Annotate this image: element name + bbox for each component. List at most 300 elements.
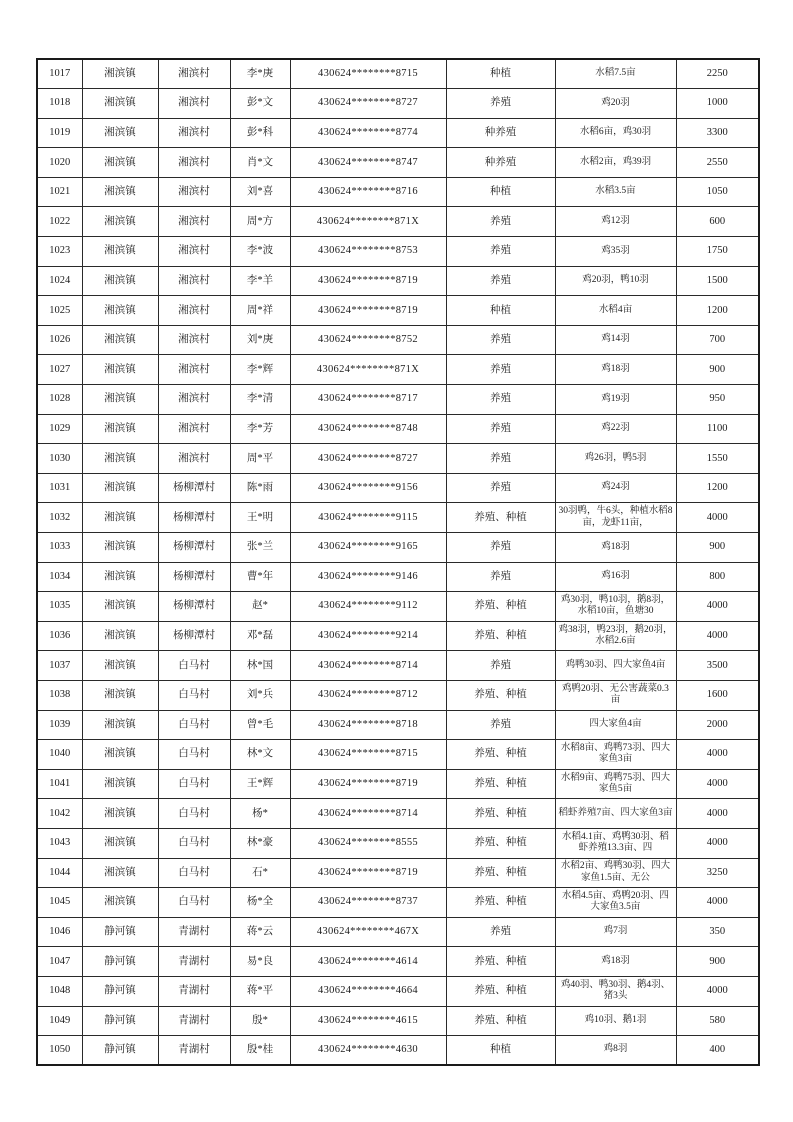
cell-name: 肖*文 (230, 148, 290, 178)
cell-type: 养殖、种植 (446, 740, 555, 770)
table-row (37, 118, 759, 148)
cell-seq: 1028 (37, 385, 82, 415)
cell-details: 鸡38羽，鸭23羽，鹅20羽，水稻2.6亩 (555, 621, 676, 651)
cell-type: 养殖、种植 (446, 621, 555, 651)
table-row (37, 828, 759, 858)
table-row (37, 917, 759, 947)
cell-seq: 1043 (37, 828, 82, 858)
cell-seq: 1042 (37, 799, 82, 829)
cell-id_number: 430624********8737 (290, 888, 446, 918)
cell-id_number: 430624********9115 (290, 503, 446, 533)
cell-village: 杨柳潭村 (158, 473, 230, 503)
cell-town: 湘滨镇 (82, 59, 158, 89)
cell-seq: 1032 (37, 503, 82, 533)
cell-id_number: 430624********8719 (290, 266, 446, 296)
table-row (37, 414, 759, 444)
cell-seq: 1027 (37, 355, 82, 385)
cell-amount: 900 (676, 355, 759, 385)
table-row (37, 680, 759, 710)
table-row (37, 237, 759, 267)
cell-town: 湘滨镇 (82, 118, 158, 148)
cell-name: 蒋*平 (230, 976, 290, 1006)
cell-id_number: 430624********9146 (290, 562, 446, 592)
cell-seq: 1040 (37, 740, 82, 770)
cell-village: 白马村 (158, 710, 230, 740)
table-row (37, 503, 759, 533)
cell-id_number: 430624********8719 (290, 769, 446, 799)
cell-town: 静河镇 (82, 917, 158, 947)
cell-seq: 1024 (37, 266, 82, 296)
cell-type: 种养殖 (446, 148, 555, 178)
cell-details: 鸡14羽 (555, 325, 676, 355)
cell-town: 湘滨镇 (82, 89, 158, 119)
cell-amount: 2250 (676, 59, 759, 89)
cell-type: 种植 (446, 59, 555, 89)
cell-amount: 350 (676, 917, 759, 947)
cell-amount: 1100 (676, 414, 759, 444)
cell-type: 养殖、种植 (446, 947, 555, 977)
cell-village: 杨柳潭村 (158, 621, 230, 651)
cell-seq: 1044 (37, 858, 82, 888)
cell-amount: 950 (676, 385, 759, 415)
cell-id_number: 430624********9112 (290, 592, 446, 622)
cell-type: 养殖、种植 (446, 888, 555, 918)
cell-details: 稻虾养殖7亩、四大家鱼3亩 (555, 799, 676, 829)
cell-name: 赵* (230, 592, 290, 622)
table-row (37, 976, 759, 1006)
cell-village: 杨柳潭村 (158, 503, 230, 533)
cell-type: 养殖 (446, 651, 555, 681)
cell-village: 青湖村 (158, 976, 230, 1006)
cell-details: 鸡鸭30羽、四大家鱼4亩 (555, 651, 676, 681)
cell-type: 养殖 (446, 266, 555, 296)
cell-seq: 1030 (37, 444, 82, 474)
cell-id_number: 430624********8714 (290, 651, 446, 681)
cell-village: 杨柳潭村 (158, 592, 230, 622)
cell-name: 李*庚 (230, 59, 290, 89)
cell-details: 水稻2亩、鸡鸭30羽、四大家鱼1.5亩、无公 (555, 858, 676, 888)
cell-seq: 1018 (37, 89, 82, 119)
cell-seq: 1017 (37, 59, 82, 89)
cell-type: 种植 (446, 177, 555, 207)
cell-town: 湘滨镇 (82, 621, 158, 651)
cell-type: 养殖、种植 (446, 976, 555, 1006)
cell-town: 湘滨镇 (82, 266, 158, 296)
cell-details: 鸡19羽 (555, 385, 676, 415)
cell-village: 湘滨村 (158, 237, 230, 267)
cell-amount: 2550 (676, 148, 759, 178)
table-row (37, 207, 759, 237)
cell-type: 养殖、种植 (446, 503, 555, 533)
cell-village: 青湖村 (158, 1036, 230, 1066)
table-row (37, 385, 759, 415)
table-row (37, 533, 759, 563)
cell-details: 四大家鱼4亩 (555, 710, 676, 740)
cell-amount: 4000 (676, 592, 759, 622)
cell-type: 养殖、种植 (446, 769, 555, 799)
cell-type: 种植 (446, 1036, 555, 1066)
cell-details: 鸡22羽 (555, 414, 676, 444)
cell-town: 湘滨镇 (82, 207, 158, 237)
cell-name: 李*清 (230, 385, 290, 415)
cell-seq: 1025 (37, 296, 82, 326)
cell-amount: 2000 (676, 710, 759, 740)
cell-name: 杨*全 (230, 888, 290, 918)
cell-details: 鸡8羽 (555, 1036, 676, 1066)
cell-name: 王*辉 (230, 769, 290, 799)
cell-details: 水稻9亩、鸡鸭75羽、四大家鱼5亩 (555, 769, 676, 799)
cell-details: 30羽鸭，牛6头，种植水稻8亩，龙虾11亩， (555, 503, 676, 533)
cell-amount: 700 (676, 325, 759, 355)
cell-name: 彭*文 (230, 89, 290, 119)
cell-id_number: 430624********871X (290, 355, 446, 385)
cell-seq: 1022 (37, 207, 82, 237)
cell-id_number: 430624********8752 (290, 325, 446, 355)
cell-seq: 1029 (37, 414, 82, 444)
cell-id_number: 430624********9156 (290, 473, 446, 503)
cell-id_number: 430624********8747 (290, 148, 446, 178)
cell-id_number: 430624********8727 (290, 89, 446, 119)
cell-town: 湘滨镇 (82, 503, 158, 533)
cell-amount: 4000 (676, 888, 759, 918)
cell-town: 湘滨镇 (82, 799, 158, 829)
table-row (37, 740, 759, 770)
cell-name: 林*文 (230, 740, 290, 770)
cell-type: 养殖 (446, 414, 555, 444)
cell-amount: 1550 (676, 444, 759, 474)
cell-town: 湘滨镇 (82, 888, 158, 918)
cell-name: 殷*桂 (230, 1036, 290, 1066)
table-row (37, 769, 759, 799)
cell-village: 白马村 (158, 888, 230, 918)
cell-name: 曹*年 (230, 562, 290, 592)
cell-town: 静河镇 (82, 947, 158, 977)
cell-village: 湘滨村 (158, 118, 230, 148)
cell-details: 鸡35羽 (555, 237, 676, 267)
cell-name: 李*辉 (230, 355, 290, 385)
cell-id_number: 430624********8715 (290, 740, 446, 770)
table-row (37, 59, 759, 89)
cell-amount: 900 (676, 533, 759, 563)
cell-village: 白马村 (158, 651, 230, 681)
cell-village: 湘滨村 (158, 207, 230, 237)
cell-village: 杨柳潭村 (158, 562, 230, 592)
table-row (37, 473, 759, 503)
cell-village: 杨柳潭村 (158, 533, 230, 563)
cell-name: 李*芳 (230, 414, 290, 444)
cell-town: 静河镇 (82, 1036, 158, 1066)
cell-village: 青湖村 (158, 1006, 230, 1036)
table-row (37, 947, 759, 977)
cell-seq: 1033 (37, 533, 82, 563)
cell-id_number: 430624********4630 (290, 1036, 446, 1066)
cell-town: 湘滨镇 (82, 740, 158, 770)
cell-village: 湘滨村 (158, 296, 230, 326)
cell-town: 湘滨镇 (82, 385, 158, 415)
cell-details: 鸡10羽、鹅1羽 (555, 1006, 676, 1036)
table-row (37, 799, 759, 829)
cell-town: 湘滨镇 (82, 325, 158, 355)
cell-seq: 1035 (37, 592, 82, 622)
cell-village: 湘滨村 (158, 59, 230, 89)
cell-id_number: 430624********8753 (290, 237, 446, 267)
cell-village: 白马村 (158, 799, 230, 829)
cell-name: 石* (230, 858, 290, 888)
cell-amount: 4000 (676, 976, 759, 1006)
cell-seq: 1041 (37, 769, 82, 799)
cell-id_number: 430624********467X (290, 917, 446, 947)
table-row (37, 562, 759, 592)
cell-details: 鸡24羽 (555, 473, 676, 503)
cell-town: 湘滨镇 (82, 148, 158, 178)
cell-name: 周*方 (230, 207, 290, 237)
cell-name: 张*兰 (230, 533, 290, 563)
cell-type: 养殖 (446, 710, 555, 740)
cell-town: 静河镇 (82, 976, 158, 1006)
cell-seq: 1039 (37, 710, 82, 740)
table-row (37, 148, 759, 178)
cell-name: 李*羊 (230, 266, 290, 296)
cell-amount: 900 (676, 947, 759, 977)
cell-seq: 1023 (37, 237, 82, 267)
cell-town: 湘滨镇 (82, 769, 158, 799)
table-row (37, 177, 759, 207)
cell-seq: 1031 (37, 473, 82, 503)
cell-details: 鸡18羽 (555, 947, 676, 977)
table-row (37, 296, 759, 326)
cell-amount: 400 (676, 1036, 759, 1066)
cell-id_number: 430624********8715 (290, 59, 446, 89)
cell-details: 鸡20羽，鸭10羽 (555, 266, 676, 296)
cell-village: 白马村 (158, 858, 230, 888)
cell-name: 杨* (230, 799, 290, 829)
cell-type: 养殖 (446, 473, 555, 503)
cell-amount: 3300 (676, 118, 759, 148)
cell-name: 陈*雨 (230, 473, 290, 503)
cell-details: 鸡16羽 (555, 562, 676, 592)
cell-town: 湘滨镇 (82, 414, 158, 444)
cell-seq: 1021 (37, 177, 82, 207)
table-row (37, 651, 759, 681)
cell-seq: 1045 (37, 888, 82, 918)
cell-details: 水稻6亩，鸡30羽 (555, 118, 676, 148)
cell-seq: 1034 (37, 562, 82, 592)
cell-town: 湘滨镇 (82, 828, 158, 858)
cell-town: 湘滨镇 (82, 562, 158, 592)
cell-id_number: 430624********8774 (290, 118, 446, 148)
cell-type: 养殖 (446, 562, 555, 592)
cell-seq: 1050 (37, 1036, 82, 1066)
cell-village: 湘滨村 (158, 177, 230, 207)
cell-details: 水稻7.5亩 (555, 59, 676, 89)
cell-name: 邓*磊 (230, 621, 290, 651)
cell-village: 白马村 (158, 680, 230, 710)
cell-seq: 1048 (37, 976, 82, 1006)
table-row (37, 1006, 759, 1036)
cell-details: 鸡鸭20羽、无公害蔬菜0.3亩 (555, 680, 676, 710)
cell-type: 养殖 (446, 917, 555, 947)
table-row (37, 858, 759, 888)
cell-amount: 1200 (676, 473, 759, 503)
cell-seq: 1049 (37, 1006, 82, 1036)
cell-id_number: 430624********8748 (290, 414, 446, 444)
cell-town: 湘滨镇 (82, 237, 158, 267)
table-row (37, 710, 759, 740)
cell-town: 湘滨镇 (82, 680, 158, 710)
cell-details: 水稻3.5亩 (555, 177, 676, 207)
cell-type: 种植 (446, 296, 555, 326)
cell-name: 曾*毛 (230, 710, 290, 740)
cell-seq: 1038 (37, 680, 82, 710)
cell-amount: 580 (676, 1006, 759, 1036)
cell-name: 周*祥 (230, 296, 290, 326)
cell-village: 湘滨村 (158, 148, 230, 178)
cell-details: 鸡18羽 (555, 355, 676, 385)
cell-details: 鸡18羽 (555, 533, 676, 563)
cell-village: 湘滨村 (158, 89, 230, 119)
cell-id_number: 430624********8716 (290, 177, 446, 207)
table-body (37, 59, 759, 1065)
cell-details: 水稻4.5亩、鸡鸭20羽、四大家鱼3.5亩 (555, 888, 676, 918)
table-row (37, 444, 759, 474)
cell-id_number: 430624********8719 (290, 296, 446, 326)
cell-name: 殷* (230, 1006, 290, 1036)
cell-village: 湘滨村 (158, 414, 230, 444)
cell-name: 李*波 (230, 237, 290, 267)
cell-type: 养殖 (446, 385, 555, 415)
cell-amount: 4000 (676, 503, 759, 533)
cell-amount: 1200 (676, 296, 759, 326)
cell-type: 养殖 (446, 237, 555, 267)
cell-details: 鸡20羽 (555, 89, 676, 119)
cell-name: 蒋*云 (230, 917, 290, 947)
cell-name: 刘*庚 (230, 325, 290, 355)
cell-town: 静河镇 (82, 1006, 158, 1036)
cell-town: 湘滨镇 (82, 858, 158, 888)
cell-id_number: 430624********4615 (290, 1006, 446, 1036)
cell-amount: 1500 (676, 266, 759, 296)
table-row (37, 89, 759, 119)
cell-details: 鸡12羽 (555, 207, 676, 237)
cell-amount: 4000 (676, 828, 759, 858)
cell-name: 周*平 (230, 444, 290, 474)
cell-town: 湘滨镇 (82, 355, 158, 385)
cell-type: 养殖 (446, 444, 555, 474)
cell-seq: 1019 (37, 118, 82, 148)
cell-village: 白马村 (158, 828, 230, 858)
table-row (37, 888, 759, 918)
table-row (37, 355, 759, 385)
cell-id_number: 430624********8717 (290, 385, 446, 415)
cell-name: 刘*兵 (230, 680, 290, 710)
table-row (37, 1036, 759, 1066)
cell-type: 养殖 (446, 325, 555, 355)
cell-seq: 1037 (37, 651, 82, 681)
cell-village: 湘滨村 (158, 385, 230, 415)
cell-id_number: 430624********8718 (290, 710, 446, 740)
cell-town: 湘滨镇 (82, 710, 158, 740)
cell-amount: 4000 (676, 621, 759, 651)
cell-details: 鸡30羽，鸭10羽，鹅8羽，水稻10亩，鱼塘30 (555, 592, 676, 622)
cell-id_number: 430624********9214 (290, 621, 446, 651)
subsidy-table (36, 58, 760, 1066)
cell-amount: 1750 (676, 237, 759, 267)
cell-village: 湘滨村 (158, 444, 230, 474)
cell-seq: 1020 (37, 148, 82, 178)
cell-name: 林*国 (230, 651, 290, 681)
cell-seq: 1026 (37, 325, 82, 355)
cell-details: 鸡40羽、鸭30羽、鹅4羽、猪3头 (555, 976, 676, 1006)
cell-amount: 3250 (676, 858, 759, 888)
cell-town: 湘滨镇 (82, 473, 158, 503)
cell-type: 养殖、种植 (446, 799, 555, 829)
cell-amount: 4000 (676, 740, 759, 770)
cell-village: 湘滨村 (158, 325, 230, 355)
cell-id_number: 430624********9165 (290, 533, 446, 563)
cell-type: 养殖 (446, 533, 555, 563)
cell-id_number: 430624********8714 (290, 799, 446, 829)
cell-id_number: 430624********8727 (290, 444, 446, 474)
cell-type: 养殖 (446, 355, 555, 385)
cell-id_number: 430624********4614 (290, 947, 446, 977)
cell-name: 彭*科 (230, 118, 290, 148)
cell-town: 湘滨镇 (82, 651, 158, 681)
cell-town: 湘滨镇 (82, 296, 158, 326)
cell-details: 水稻4.1亩、鸡鸭30羽、稻虾养殖13.3亩、四 (555, 828, 676, 858)
cell-type: 养殖、种植 (446, 592, 555, 622)
cell-name: 林*豪 (230, 828, 290, 858)
cell-id_number: 430624********8719 (290, 858, 446, 888)
cell-town: 湘滨镇 (82, 444, 158, 474)
cell-details: 水稻8亩、鸡鸭73羽、四大家鱼3亩 (555, 740, 676, 770)
cell-amount: 600 (676, 207, 759, 237)
cell-amount: 1000 (676, 89, 759, 119)
cell-village: 白马村 (158, 769, 230, 799)
cell-amount: 1050 (676, 177, 759, 207)
cell-type: 养殖、种植 (446, 828, 555, 858)
cell-type: 养殖、种植 (446, 1006, 555, 1036)
cell-name: 易*良 (230, 947, 290, 977)
cell-amount: 4000 (676, 769, 759, 799)
cell-details: 鸡26羽，鸭5羽 (555, 444, 676, 474)
cell-type: 种养殖 (446, 118, 555, 148)
cell-seq: 1036 (37, 621, 82, 651)
cell-details: 鸡7羽 (555, 917, 676, 947)
cell-town: 湘滨镇 (82, 592, 158, 622)
cell-amount: 4000 (676, 799, 759, 829)
cell-id_number: 430624********4664 (290, 976, 446, 1006)
cell-amount: 3500 (676, 651, 759, 681)
cell-details: 水稻4亩 (555, 296, 676, 326)
table-row (37, 325, 759, 355)
cell-details: 水稻2亩，鸡39羽 (555, 148, 676, 178)
cell-village: 湘滨村 (158, 355, 230, 385)
cell-village: 白马村 (158, 740, 230, 770)
cell-type: 养殖 (446, 89, 555, 119)
cell-town: 湘滨镇 (82, 533, 158, 563)
cell-amount: 1600 (676, 680, 759, 710)
table-row (37, 592, 759, 622)
cell-name: 刘*喜 (230, 177, 290, 207)
cell-type: 养殖、种植 (446, 858, 555, 888)
table-row (37, 266, 759, 296)
table-row (37, 621, 759, 651)
cell-id_number: 430624********871X (290, 207, 446, 237)
cell-id_number: 430624********8555 (290, 828, 446, 858)
cell-type: 养殖、种植 (446, 680, 555, 710)
cell-type: 养殖 (446, 207, 555, 237)
cell-id_number: 430624********8712 (290, 680, 446, 710)
